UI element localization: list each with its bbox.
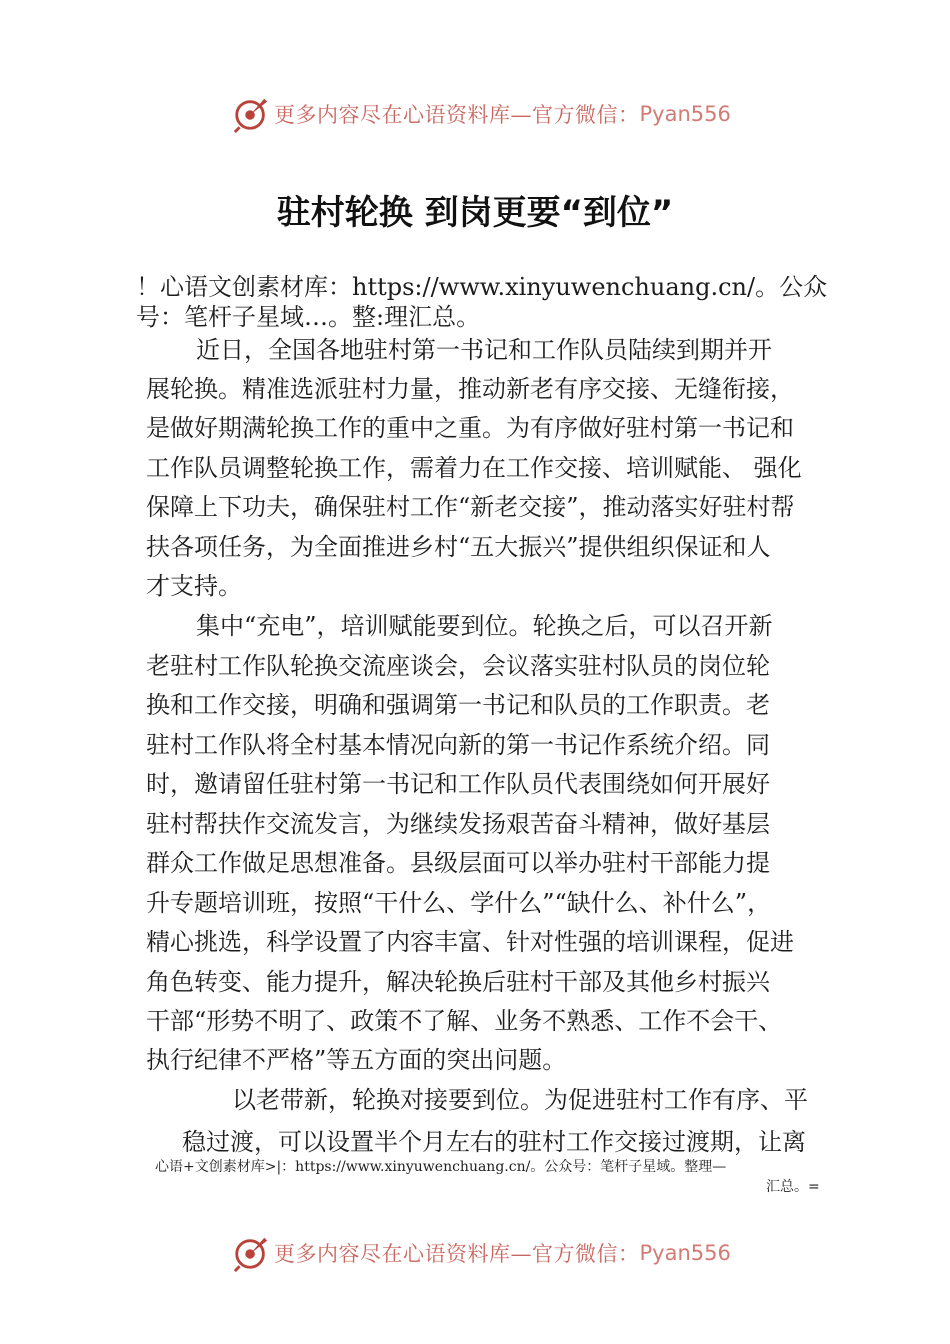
banner-text: 更多内容尽在心语资料库—官方微信：	[274, 103, 640, 127]
paragraph-line: 稳过渡，可以设置半个月左右的驻村工作交接过渡期，让离	[182, 1128, 806, 1156]
paragraph-line: 集中“充电”，培训赋能要到位。轮换之后，可以召开新	[196, 612, 773, 640]
paragraph-line: 扶各项任务，为全面推进乡村“五大振兴”提供组织保证和人	[146, 533, 771, 561]
paragraph-line: 干部“形势不明了、政策不了解、业务不熟悉、工作不会干、	[146, 1007, 783, 1035]
quill-logo-icon	[232, 95, 270, 133]
paragraph-line: 保障上下功夫，确保驻村工作“新老交接”，推动落实好驻村帮	[146, 493, 795, 521]
paragraph-line: 工作队员调整轮换工作，需着力在工作交接、培训赋能、 强化	[146, 454, 802, 482]
header-banner	[0, 94, 950, 134]
paragraph-line: 换和工作交接，明确和强调第一书记和队员的工作职责。老	[146, 691, 770, 719]
quill-logo-icon	[232, 1234, 270, 1272]
paragraph-line: 驻村工作队将全村基本情况向新的第一书记作系统介绍。同	[146, 731, 770, 759]
paragraph-line: 是做好期满轮换工作的重中之重。为有序做好驻村第一书记和	[146, 414, 794, 442]
footer-note-line: 心语+文创素材库>|：https://www.xinyuwenchuang.cn/。公众号：笔杆子星域。整理—	[155, 1159, 727, 1175]
paragraph-line: 时，邀请留任驻村第一书记和工作队员代表围绕如何开展好	[146, 770, 770, 798]
article-title: 驻村轮换 到岗更要“到位”	[276, 193, 674, 233]
paragraph-line: 展轮换。精准选派驻村力量，推动新老有序交接、无缝衔接，	[146, 375, 794, 403]
paragraph-line: 角色转变、能力提升，解决轮换后驻村干部及其他乡村振兴	[146, 968, 770, 996]
source-note-line: ！心语文创素材库：https://www.xinyuwenchuang.cn/。公众	[136, 273, 828, 301]
paragraph-line: 驻村帮扶作交流发言，为继续发扬艰苦奋斗精神，做好基层	[146, 810, 770, 838]
paragraph-line: 以老带新，轮换对接要到位。为促进驻村工作有序、平	[232, 1086, 808, 1114]
paragraph-line: 精心挑选，科学设置了内容丰富、针对性强的培训课程，促进	[146, 928, 794, 956]
banner-text: 更多内容尽在心语资料库—官方微信：	[274, 1242, 640, 1266]
paragraph-line: 执行纪律不严格”等五方面的突出问题。	[146, 1046, 567, 1074]
paragraph-line: 老驻村工作队轮换交流座谈会，会议落实驻村队员的岗位轮	[146, 652, 770, 680]
source-note-line: 号：笔杆子星域…。整:理汇总。	[136, 303, 481, 331]
footer-note-line: 汇总。=	[766, 1179, 820, 1195]
paragraph-line: 群众工作做足思想准备。县级层面可以举办驻村干部能力提	[146, 849, 770, 877]
wechat-id: Pyan556	[639, 102, 731, 126]
paragraph-line: 才支持。	[146, 572, 242, 600]
paragraph-line: 近日，全国各地驻村第一书记和工作队员陆续到期并开	[196, 336, 772, 364]
paragraph-line: 升专题培训班，按照“干什么、学什么”“缺什么、补什么”，	[146, 889, 772, 917]
footer-banner	[0, 1233, 950, 1273]
wechat-id: Pyan556	[639, 1241, 731, 1265]
